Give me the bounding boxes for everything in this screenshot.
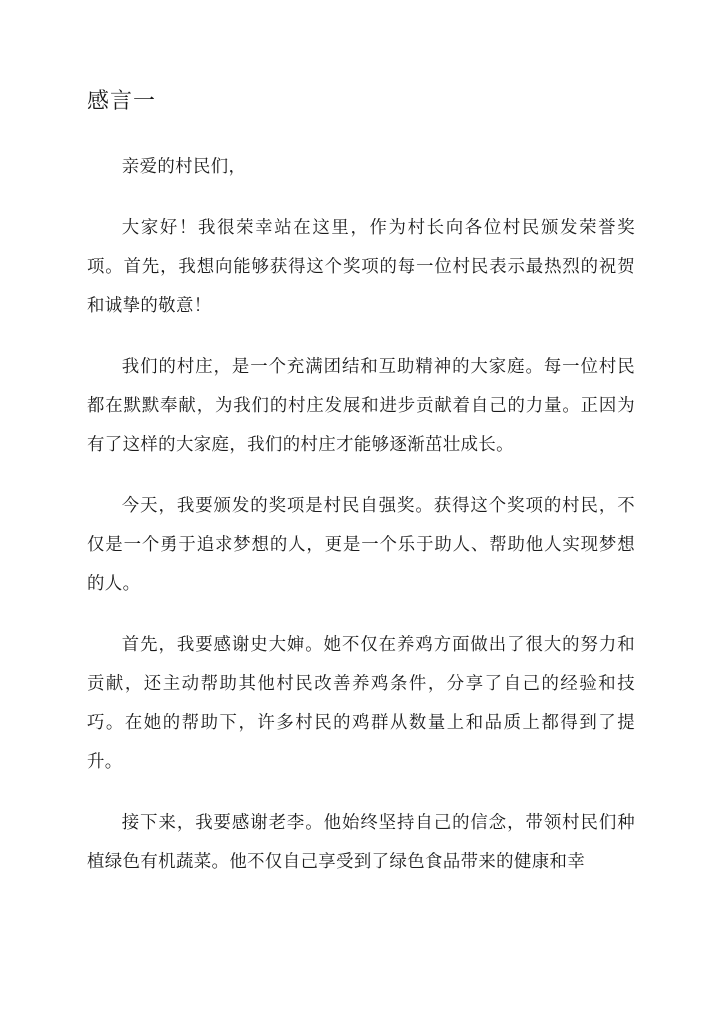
paragraph-opening: 大家好！我很荣幸站在这里，作为村长向各位村民颁发荣誉奖项。首先，我想向能够获得这个奖项的每一位村民表示最热烈的祝贺和诚挚的敬意！ xyxy=(87,218,635,316)
document-body xyxy=(87,148,635,904)
document-title: 感言一 xyxy=(87,89,157,114)
paragraph-village: 我们的村庄，是一个充满团结和互助精神的大家庭。每一位村民都在默默奉献，为我们的村庄发展和进步贡献着自己的力量。正因为有了这样的大家庭，我们的村庄才能够逐渐茁壮成长。 xyxy=(87,357,635,455)
paragraph-greeting: 亲爱的村民们， xyxy=(121,157,247,177)
paragraph-thanks-shi: 首先，我要感谢史大婶。她不仅在养鸡方面做出了很大的努力和贡献，还主动帮助其他村民改善养鸡条件，分享了自己的经验和技巧。在她的帮助下，许多村民的鸡群从数量上和品质上都得到了提升。 xyxy=(87,635,635,772)
paragraph-award: 今天，我要颁发的奖项是村民自强奖。获得这个奖项的村民，不仅是一个勇于追求梦想的人，更是一个乐于助人、帮助他人实现梦想的人。 xyxy=(87,496,635,594)
paragraph-thanks-li: 接下来，我要感谢老李。他始终坚持自己的信念，带领村民们种植绿色有机蔬菜。他不仅自己享受到了绿色食品带来的健康和幸 xyxy=(87,813,635,872)
